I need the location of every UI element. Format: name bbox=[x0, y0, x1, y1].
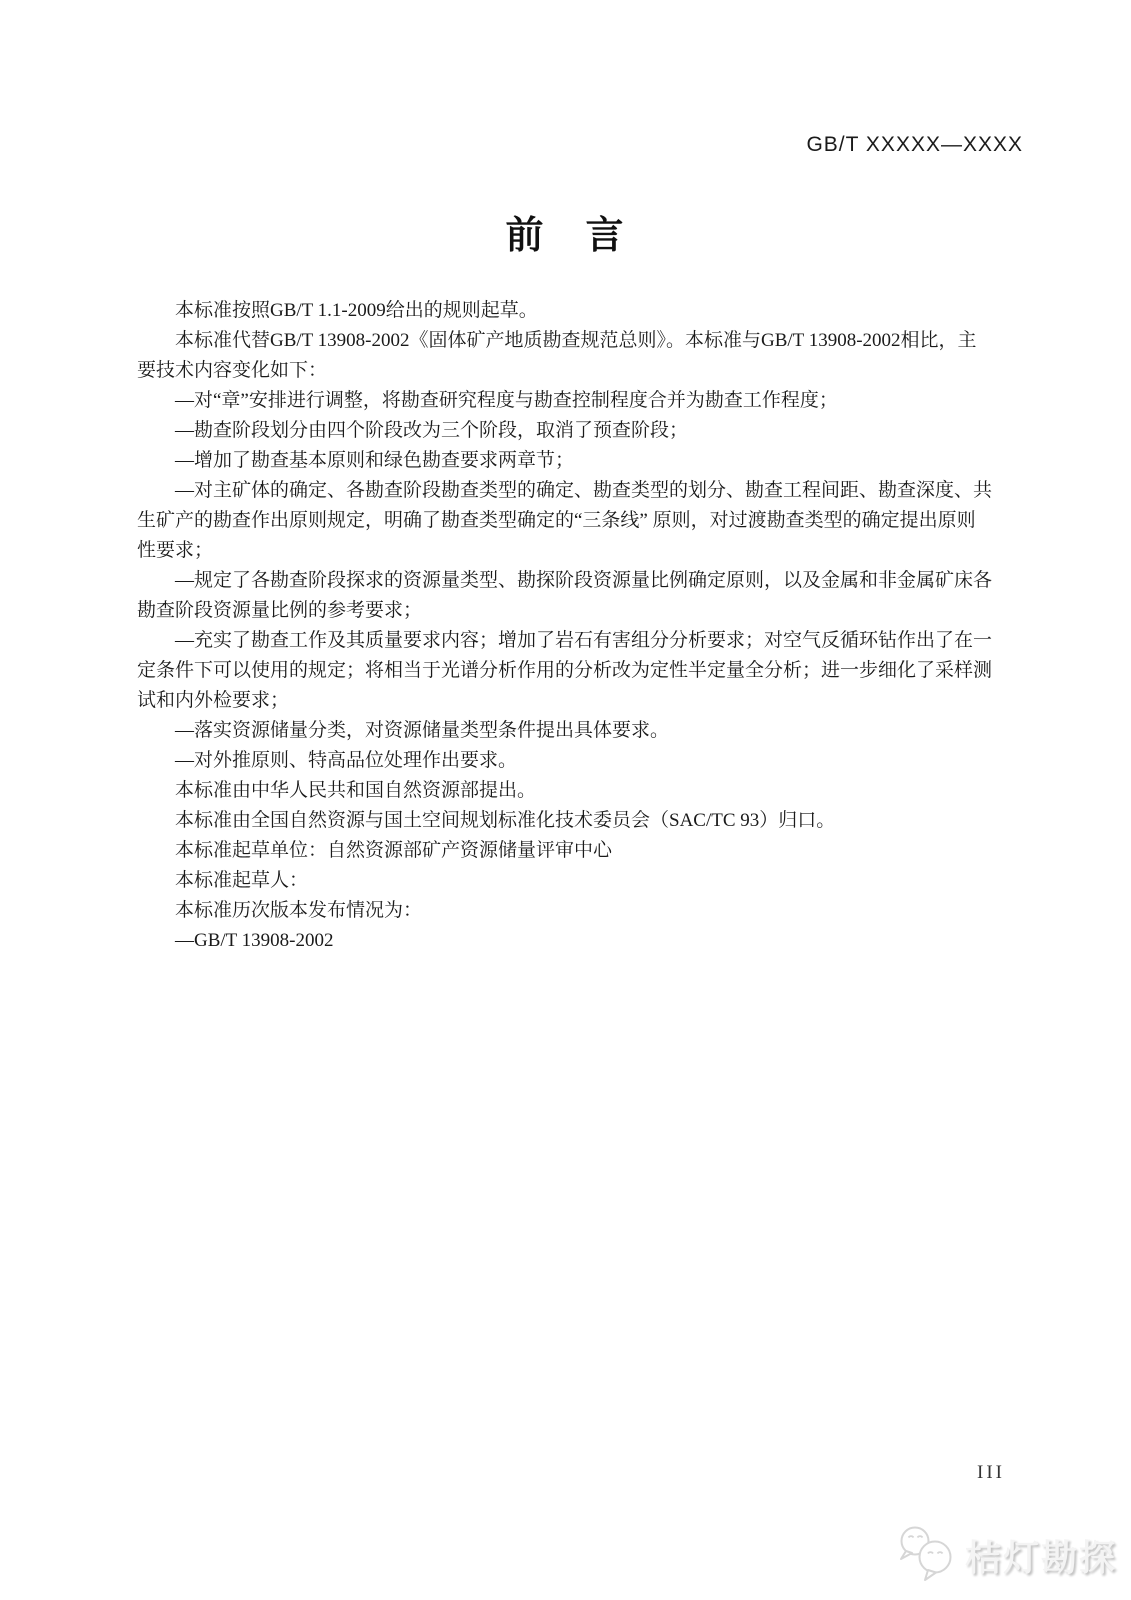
body-line: —对外推原则、特高品位处理作出要求。 bbox=[175, 750, 518, 771]
body-line: 本标准起草人： bbox=[175, 870, 309, 891]
body-line: 本标准按照GB/T 1.1-2009给出的规则起草。 bbox=[175, 300, 538, 321]
body-line: —对主矿体的确定、各勘查阶段勘查类型的确定、勘查类型的划分、勘查工程间距、勘查深度、共 bbox=[175, 480, 993, 501]
body-line: 定条件下可以使用的规定；将相当于光谱分析作用的分析改为定性半定量全分析；进一步细化了采样测 bbox=[137, 660, 993, 681]
body-line: 本标准代替GB/T 13908-2002《固体矿产地质勘查规范总则》。本标准与GB/T 13908-2002相比，主 bbox=[175, 330, 977, 351]
body-line: 本标准由全国自然资源与国土空间规划标准化技术委员会（SAC/TC 93）归口。 bbox=[175, 810, 836, 831]
body-line: —GB/T 13908-2002 bbox=[175, 930, 334, 951]
watermark bbox=[895, 1524, 1117, 1587]
body-line: 生矿产的勘查作出原则规定，明确了勘查类型确定的“三条线” 原则，对过渡勘查类型的确定提出原则 bbox=[137, 510, 976, 531]
body-line: —勘查阶段划分由四个阶段改为三个阶段，取消了预查阶段； bbox=[175, 420, 689, 441]
body-line: 本标准历次版本发布情况为： bbox=[175, 900, 423, 921]
body-line: 勘查阶段资源量比例的参考要求； bbox=[137, 600, 423, 621]
document-body bbox=[137, 296, 1027, 956]
body-line: 本标准由中华人民共和国自然资源部提出。 bbox=[175, 780, 537, 801]
watermark-text: 桔灯勘探 bbox=[964, 1537, 1117, 1578]
body-line: —对“章”安排进行调整，将勘查研究程度与勘查控制程度合并为勘查工作程度； bbox=[175, 390, 838, 411]
body-line: —落实资源储量分类，对资源储量类型条件提出具体要求。 bbox=[175, 720, 670, 741]
body-line: —增加了勘查基本原则和绿色勘查要求两章节； bbox=[175, 450, 575, 471]
page-title: 前 言 bbox=[505, 215, 626, 257]
page-number: III bbox=[977, 1462, 1005, 1483]
body-line: —充实了勘查工作及其质量要求内容；增加了岩石有害组分分析要求；对空气反循环钻作出了在一 bbox=[175, 630, 993, 651]
standard-code: GB/T XXXXX—XXXX bbox=[806, 133, 1023, 156]
body-line: 要技术内容变化如下： bbox=[137, 360, 328, 381]
body-line: 性要求； bbox=[137, 540, 214, 561]
wechat-bubbles-icon bbox=[895, 1524, 959, 1587]
body-line: —规定了各勘查阶段探求的资源量类型、勘探阶段资源量比例确定原则，以及金属和非金属矿床各 bbox=[175, 570, 993, 591]
body-line: 本标准起草单位：自然资源部矿产资源储量评审中心 bbox=[175, 840, 613, 861]
body-line: 试和内外检要求； bbox=[137, 690, 290, 711]
